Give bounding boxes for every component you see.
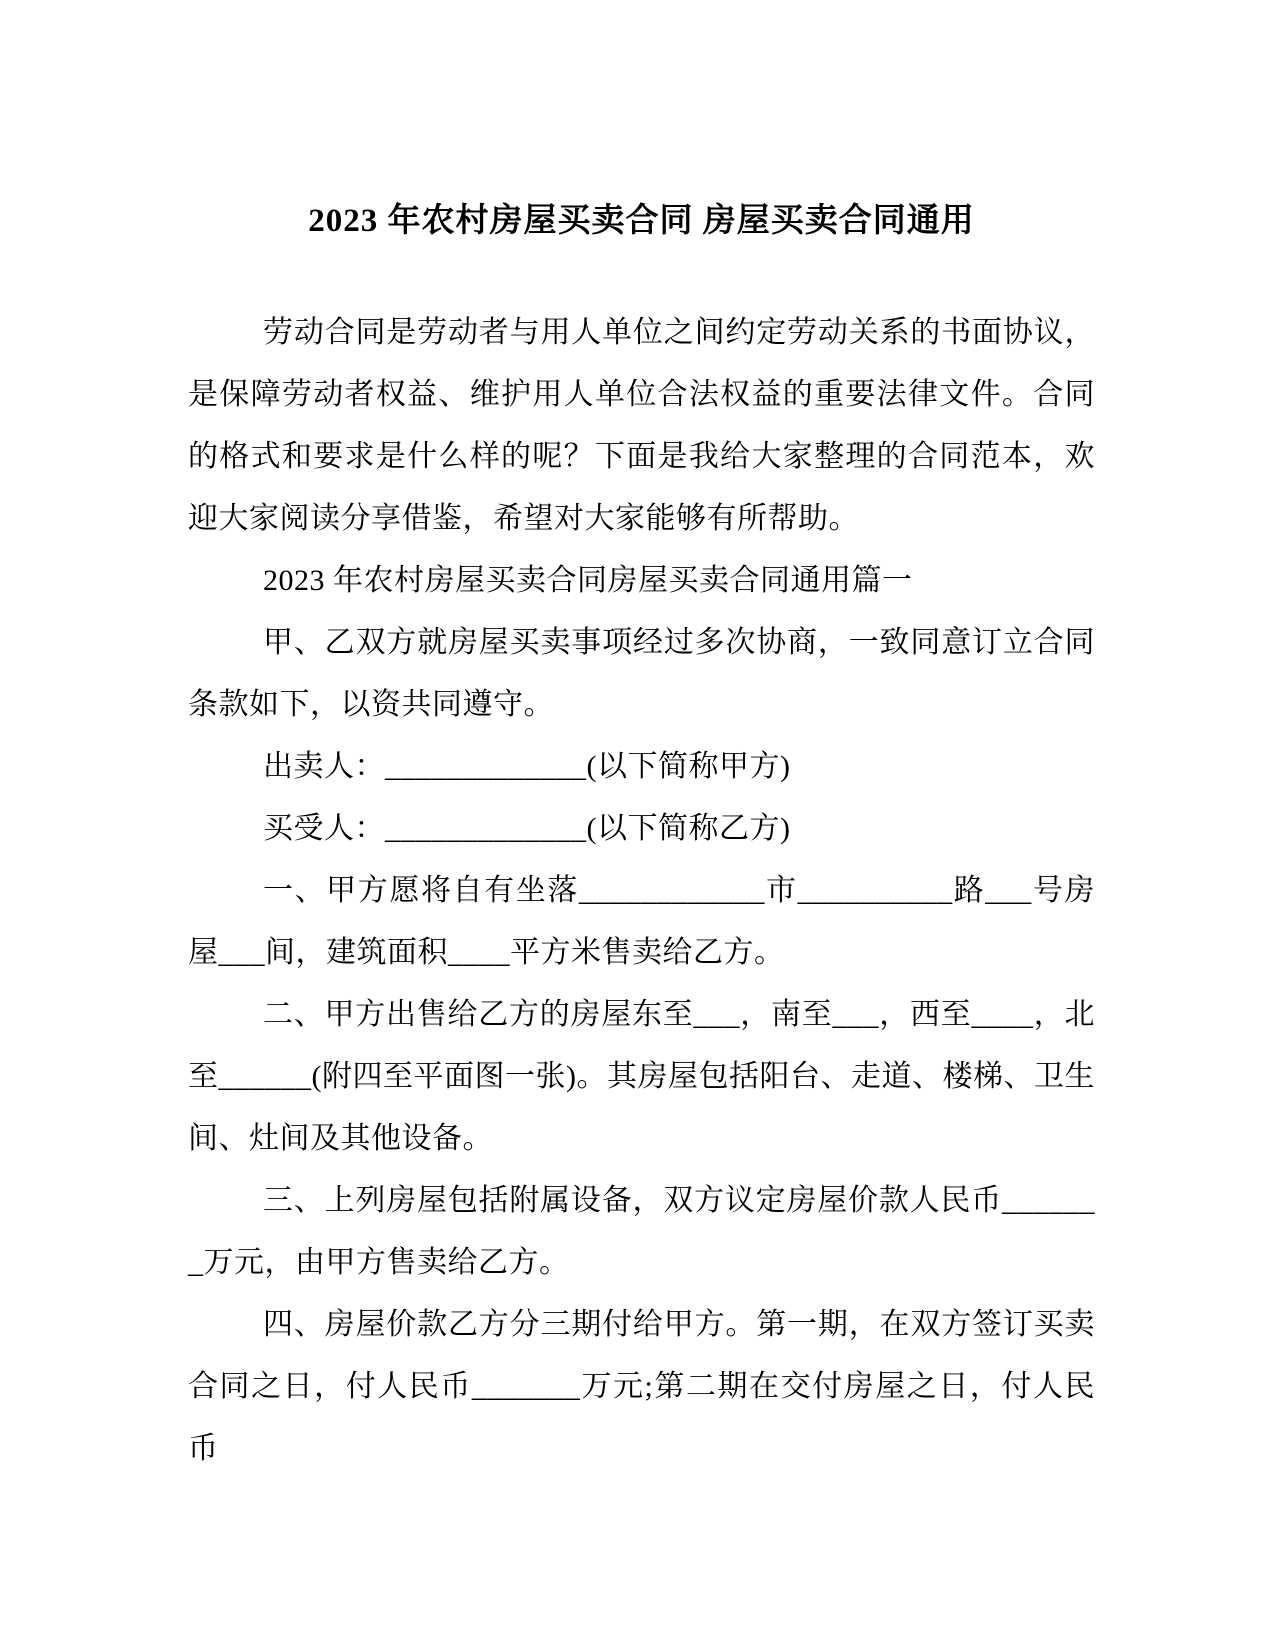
paragraph: 二、甲方出售给乙方的房屋东至___，南至___，西至____，北至______(附四至平面图一张)。其房屋包括阳台、走道、楼梯、卫生间、灶间及其他设备。 <box>188 998 1095 1155</box>
paragraph: 2023 年农村房屋买卖合同房屋买卖合同通用篇一 <box>263 564 913 597</box>
paragraph: 甲、乙双方就房屋买卖事项经过多次协商，一致同意订立合同条款如下，以资共同遵守。 <box>188 626 1095 721</box>
paragraph: 一、甲方愿将自有坐落____________市__________路___号房屋___间，建筑面积____平方米售卖给乙方。 <box>188 874 1095 969</box>
paragraph: 劳动合同是劳动者与用人单位之间约定劳动关系的书面协议，是保障劳动者权益、维护用人单位合法权益的重要法律文件。合同的格式和要求是什么样的呢？下面是我给大家整理的合同范本，欢迎大家阅读分享借鉴，希望对大家能够有所帮助。 <box>188 316 1095 535</box>
document-body <box>188 302 1095 1480</box>
paragraph: 买受人：_____________(以下简称乙方) <box>263 812 791 845</box>
paragraph: 三、上列房屋包括附属设备，双方议定房屋价款人民币_______万元，由甲方售卖给乙方。 <box>188 1184 1095 1279</box>
paragraph: 四、房屋价款乙方分三期付给甲方。第一期，在双方签订买卖合同之日，付人民币_______万元;第二期在交付房屋之日，付人民币 <box>188 1308 1095 1465</box>
document-title: 2023 年农村房屋买卖合同 房屋买卖合同通用 <box>308 203 975 239</box>
paragraph: 出卖人：_____________(以下简称甲方) <box>263 750 791 783</box>
